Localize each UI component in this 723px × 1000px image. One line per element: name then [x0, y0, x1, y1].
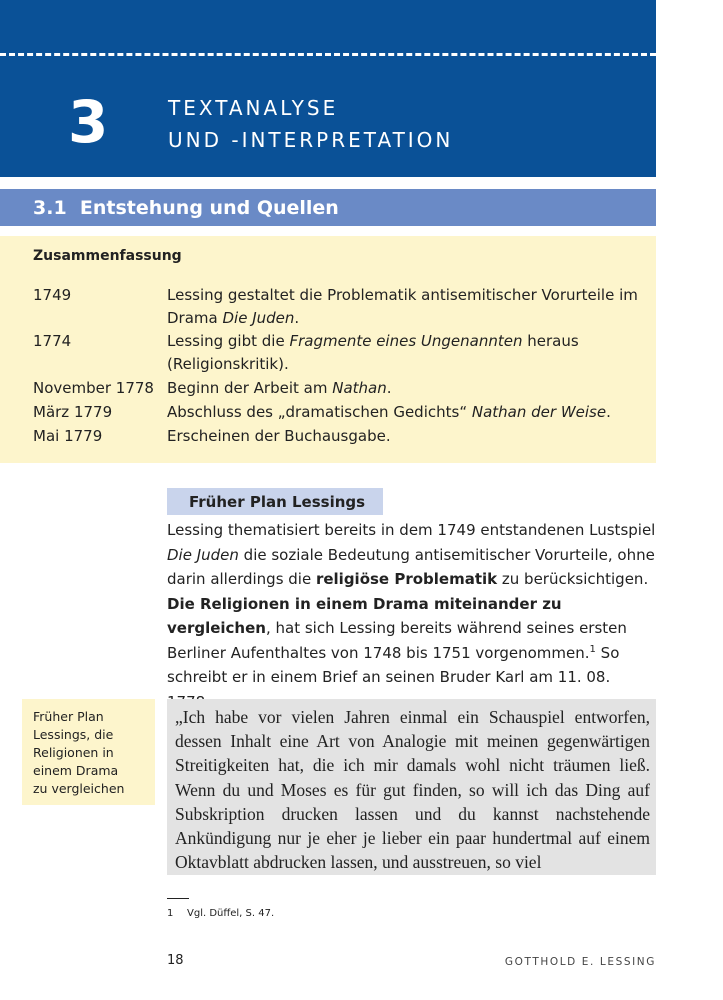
- body-paragraph: [167, 518, 657, 714]
- timeline-text-title: Die Juden: [222, 309, 295, 327]
- margin-note-line: Früher Plan: [33, 709, 104, 724]
- margin-note: [33, 708, 153, 798]
- body-text-part: , hat sich Lessing bereits während seines ersten Berliner Aufenthaltes von 1748 bis 1751 vorgenommen.: [167, 619, 627, 662]
- body-text-title: Die Juden: [167, 545, 239, 564]
- chapter-title: [168, 92, 453, 156]
- footnote: [167, 906, 274, 922]
- summary-heading: Zusammenfassung: [33, 248, 182, 264]
- footnote-divider: [167, 898, 189, 899]
- footnote-number: 1: [167, 908, 174, 919]
- timeline-date: 1774: [33, 332, 72, 350]
- section-title: 3.1 Entstehung und Quellen: [33, 197, 339, 219]
- timeline-text-part: Beginn der Arbeit am: [167, 379, 333, 397]
- body-text-part: zu berücksichtigen.: [497, 570, 649, 588]
- margin-note-line: Lessings, die: [33, 727, 114, 742]
- timeline-text-title: Nathan: [332, 379, 387, 397]
- timeline-text-part: Erscheinen der Buchausgabe.: [167, 427, 391, 445]
- timeline-text-part: Lessing gestaltet die Problematik antisemitischer Vorurteile im Drama: [167, 286, 638, 327]
- timeline-text-title: Fragmente eines Ungenannten: [289, 332, 523, 350]
- page-number: 18: [167, 953, 184, 968]
- decorative-dashed-line: [0, 53, 656, 56]
- body-text-part: die soziale Bedeutung antisemitischer Vorurteile, ohne darin allerdings die: [167, 545, 655, 588]
- timeline-date: Mai 1779: [33, 427, 103, 445]
- margin-note-line: Religionen in: [33, 745, 114, 760]
- timeline-text: [167, 330, 647, 376]
- timeline-date: 1749: [33, 286, 72, 304]
- body-text-part: Lessing thematisiert bereits in dem 1749 entstandenen Lustspiel: [167, 521, 656, 539]
- timeline-text-part: .: [386, 379, 392, 397]
- chapter-number: 3: [68, 88, 109, 156]
- quote-text: „Ich habe vor vielen Jahren einmal ein Schauspiel entworfen, dessen Inhalt eine Art von Analogie mit meinen gegenwärtigen Streitigkeiten hat, die ich mir damals wohl nicht träumen ließ. Wenn du und Moses es für gut finden, so will ich das Ding auf Subskription drucken lassen und du kannst nachstehende Ankündigung nur je eher je lieber ein paar hundertmal auf einem Oktavblatt abdrucken lassen, und ausstreuen, so viel: [175, 707, 650, 873]
- timeline-text-part: Abschluss des „dramatischen Gedichts“: [167, 403, 472, 421]
- timeline-text-title: Nathan der Weise: [471, 403, 607, 421]
- body-text-part: So schreibt er in einem Brief an seinen Bruder Karl am 11. 08.: [167, 643, 620, 686]
- footnote-reference[interactable]: 1: [589, 643, 596, 655]
- timeline-date: März 1779: [33, 403, 113, 421]
- timeline-text: [167, 401, 647, 424]
- margin-note-line: zu vergleichen: [33, 781, 125, 796]
- subheading-early-plan: Früher Plan Lessings: [189, 493, 366, 511]
- timeline-text: [167, 425, 647, 448]
- chapter-title-line-2: UND -INTERPRETATION: [168, 128, 454, 152]
- running-footer-title: GOTTHOLD E. LESSING: [504, 956, 656, 968]
- body-text-emphasis: Die Religionen in einem Drama miteinander zu vergleichen: [167, 594, 562, 637]
- margin-note-line: einem Drama: [33, 763, 119, 778]
- timeline-text-part: .: [294, 309, 300, 327]
- timeline-date: November 1778: [33, 379, 154, 397]
- chapter-title-line-1: TEXTANALYSE: [168, 96, 339, 120]
- timeline-text-part: Lessing gibt die: [167, 332, 290, 350]
- timeline-text-part: .: [606, 403, 611, 421]
- footnote-text: Vgl. Düffel, S. 47.: [187, 908, 275, 919]
- timeline-text: [167, 377, 647, 400]
- body-text-emphasis: religiöse Problematik: [315, 570, 498, 588]
- timeline-text: [167, 284, 647, 330]
- timeline-text-part: heraus (Religionskritik).: [167, 332, 579, 373]
